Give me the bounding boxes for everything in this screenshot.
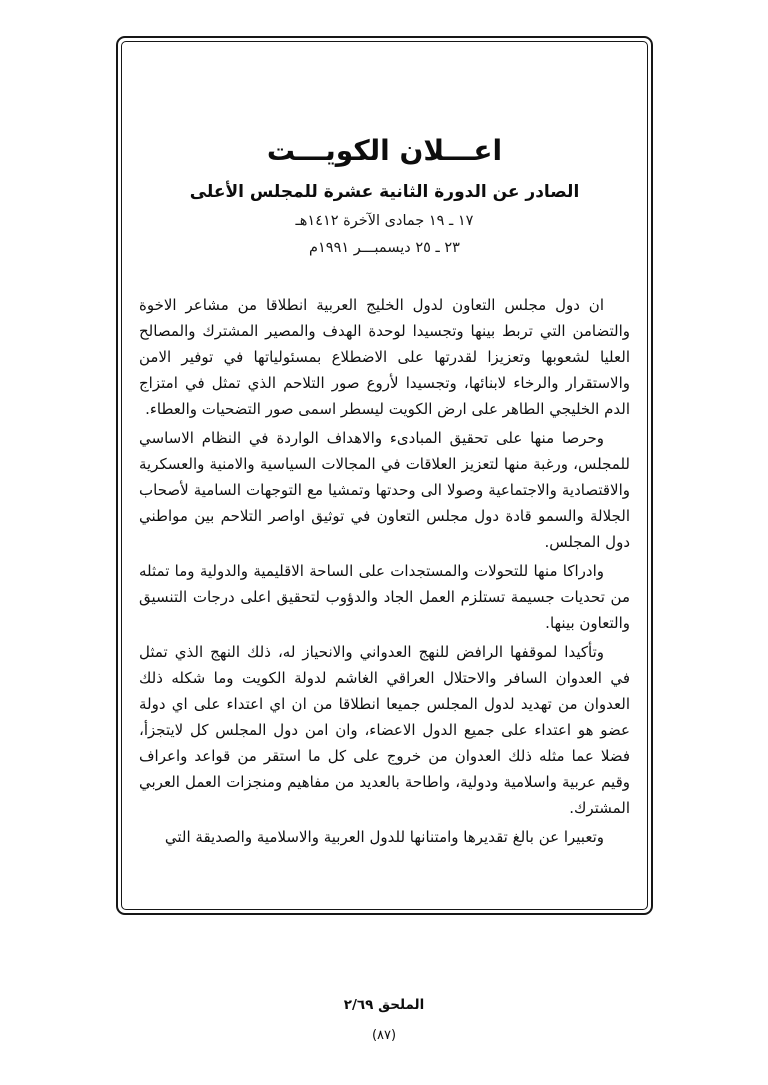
date-hijri: ١٧ ـ ١٩ جمادى الآخرة ١٤١٢هـ [295,213,474,229]
date-gregorian: ٢٣ ـ ٢٥ ديسمبـــر ١٩٩١م [309,240,460,256]
body-paragraph: وتأكيدا لموقفها الرافض للنهج العدواني والانحياز له، ذلك النهج الذي تمثل في العدوان السافر والاحتلال العراقي الغاشم لدولة الكويت وما شكله ذلك العدوان من تهديد لدول المجلس جميعا انطلاقا من ان اي اعتداء على اي دولة عضو هو اعتداء على جميع الدول الاعضاء، وان امن دول المجلس كل لايتجزأ، فضلا عما مثله ذلك العدوان من خروج على كل ما استقر من قواعد واعراف وقيم عربية واسلامية ودولية، واطاحة بالعديد من مفاهيم ومنجزات العمل العربي المشترك. [139,643,630,817]
body-paragraph: وادراكا منها للتحولات والمستجدات على الساحة الاقليمية والدولية وما تمثله من تحديات جسيمة تستلزم العمل الجاد والدؤوب لتحقيق اعلى درجات التنسيق والتعاون بينها. [139,562,630,632]
document-frame [116,36,653,915]
document-body [139,292,630,850]
body-paragraph: وحرصا منها على تحقيق المبادىء والاهداف الواردة في النظام الاساسي للمجلس، ورغبة منها لتعزيز العلاقات في المجالات السياسية والامنية والعسكرية والاقتصادية والاجتماعية وصولا الى وحدتها وتمشيا مع التوجهات السامية لأصحاب الجلالة والسمو قادة دول مجلس التعاون في توثيق اواصر التلاحم بين مواطني دول المجلس. [139,429,630,551]
document-subtitle: الصادر عن الدورة الثانية عشرة للمجلس الأعلى [189,182,580,202]
document-frame-inner [121,41,648,910]
document-header [139,134,630,256]
body-paragraph: ان دول مجلس التعاون لدول الخليج العربية انطلاقا من مشاعر الاخوة والتضامن التي تربط بينها وتجسيدا لوحدة الهدف والمصير المشترك والمصالح العليا لشعوبها وتعزيزا لقدرتها على الاضطلاع بمسئولياتها في توفير الامن والاستقرار والرخاء لابنائها، وتجسيدا لأروع صور التلاحم الذي تمثل في امتزاج الدم الخليجي الطاهر على ارض الكويت ليسطر اسمى صور التضحيات والعطاء. [139,296,630,418]
document-title: اعـــلان الكويـــت [266,134,503,167]
footer-attachment-label: الملحق ٢/٦٩ [343,997,425,1013]
body-paragraph: وتعبيرا عن بالغ تقديرها وامتنانها للدول العربية والاسلامية والصديقة التي [164,828,604,846]
footer-page-number: (٨٧) [371,1028,397,1043]
